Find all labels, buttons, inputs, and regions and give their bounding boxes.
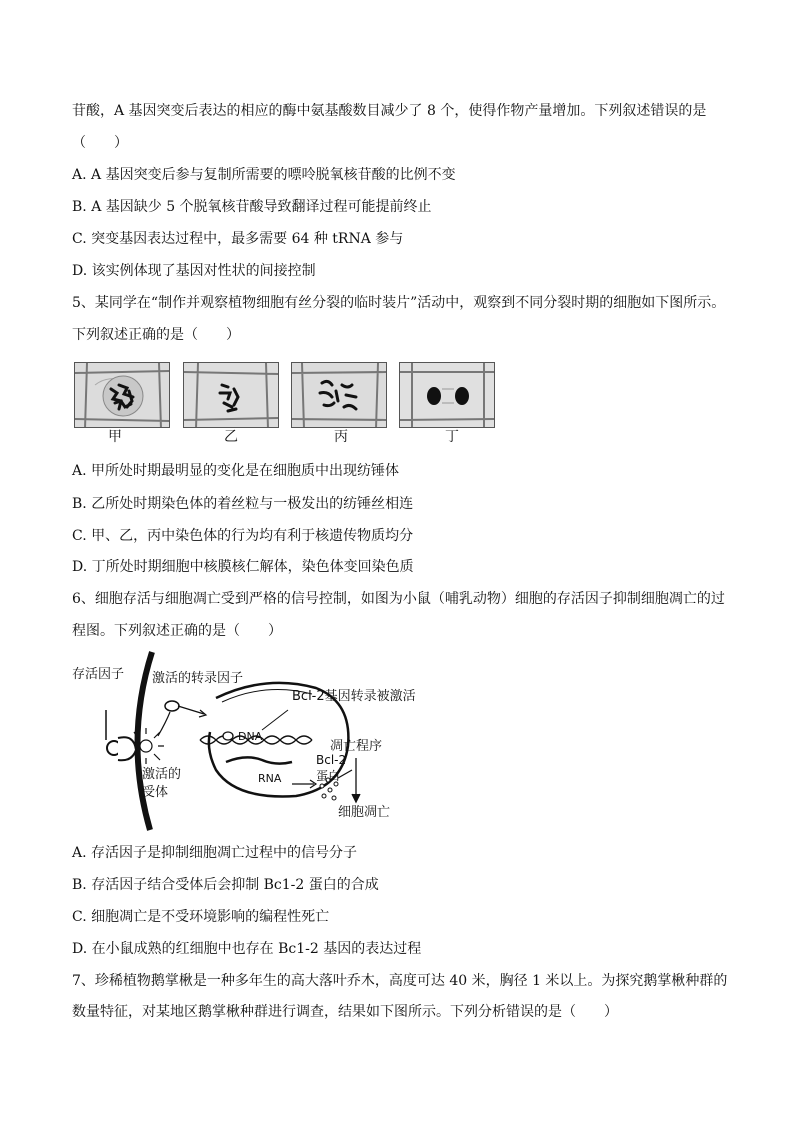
label-rna: RNA bbox=[258, 772, 282, 785]
q7-stem-line1: 7、珍稀植物鹅掌楸是一种多年生的高大落叶乔木，高度可达 40 米，胸径 1 米以上。为探究鹅掌楸种群的 bbox=[72, 973, 728, 989]
label-apoptosis-program: 凋亡程序 bbox=[330, 739, 383, 754]
q6-option-c: C. 细胞凋亡是不受环境影响的编程性死亡 bbox=[72, 909, 330, 925]
label-activated-receptor-2: 受体 bbox=[142, 785, 169, 800]
q4-option-a: A. A 基因突变后参与复制所需要的嘌呤脱氧核苷酸的比例不变 bbox=[72, 167, 456, 183]
label-cell-apoptosis: 细胞凋亡 bbox=[338, 805, 391, 820]
micrograph-yi bbox=[183, 362, 279, 428]
micrograph-bing bbox=[291, 362, 387, 428]
q4-option-c: C. 突变基因表达过程中，最多需要 64 种 tRNA 参与 bbox=[72, 231, 404, 247]
label-activated-tf: 激活的转录因子 bbox=[152, 671, 244, 686]
q4-answer-paren: （ ） bbox=[72, 135, 128, 151]
q5-stem-line1: 5、某同学在“制作并观察植物细胞有丝分裂的临时装片”活动中，观察到不同分裂时期的细胞如下图所示。 bbox=[72, 295, 726, 311]
q4-option-b: B. A 基因缺少 5 个脱氧核苷酸导致翻译过程可能提前终止 bbox=[72, 199, 432, 215]
label-dna: DNA bbox=[238, 730, 263, 743]
label-survival-factor: 存活因子 bbox=[72, 667, 125, 682]
label-activated-receptor-1: 激活的 bbox=[142, 767, 182, 782]
label-ding: 丁 bbox=[445, 429, 459, 445]
q6-option-d: D. 在小鼠成熟的红细胞中也存在 Bc1-2 基因的表达过程 bbox=[72, 941, 422, 957]
q5-stem-line2: 下列叙述正确的是（ ） bbox=[72, 327, 240, 343]
q4-stem: 苷酸，A 基因突变后表达的相应的酶中氨基酸数目减少了 8 个，使得作物产量增加。下列叙述错误的是 bbox=[72, 103, 707, 119]
rna-strand bbox=[226, 757, 292, 763]
q6-stem-line1: 6、细胞存活与细胞凋亡受到严格的信号控制，如图为小鼠（哺乳动物）细胞的存活因子抑制细胞凋亡的过 bbox=[72, 591, 725, 607]
micrograph-ding bbox=[399, 362, 495, 428]
q5-option-c: C. 甲、乙，丙中染色体的行为均有利于核遗传物质均分 bbox=[72, 528, 414, 544]
micrograph-jia bbox=[74, 362, 170, 428]
q5-option-a: A. 甲所处时期最明显的变化是在细胞质中出现纺锤体 bbox=[72, 463, 400, 479]
q6-option-b: B. 存活因子结合受体后会抑制 Bc1-2 蛋白的合成 bbox=[72, 877, 379, 893]
q6-option-a: A. 存活因子是抑制细胞凋亡过程中的信号分子 bbox=[72, 845, 358, 861]
label-jia: 甲 bbox=[108, 429, 122, 445]
label-bcl2-protein-1: Bcl-2 bbox=[316, 753, 347, 767]
label-bing: 丙 bbox=[334, 429, 348, 445]
transcription-factor-icon bbox=[158, 701, 206, 736]
q6-stem-line2: 程图。下列叙述正确的是（ ） bbox=[72, 623, 282, 639]
label-bcl2-protein-2: 蛋白 bbox=[316, 769, 341, 783]
apoptosis-diagram bbox=[66, 650, 446, 832]
q7-stem-line2: 数量特征，对某地区鹅掌楸种群进行调查，结果如下图所示。下列分析错误的是（ ） bbox=[72, 1004, 618, 1020]
receptor-icon bbox=[106, 710, 136, 760]
label-bcl2-activated: Bcl-2基因转录被激活 bbox=[292, 689, 416, 704]
q4-option-d: D. 该实例体现了基因对性状的间接控制 bbox=[72, 263, 316, 279]
label-yi: 乙 bbox=[224, 429, 238, 445]
q5-option-b: B. 乙所处时期染色体的着丝粒与一极发出的纺锤丝相连 bbox=[72, 496, 414, 512]
q5-option-d: D. 丁所处时期细胞中核膜核仁解体，染色体变回染色质 bbox=[72, 559, 414, 575]
